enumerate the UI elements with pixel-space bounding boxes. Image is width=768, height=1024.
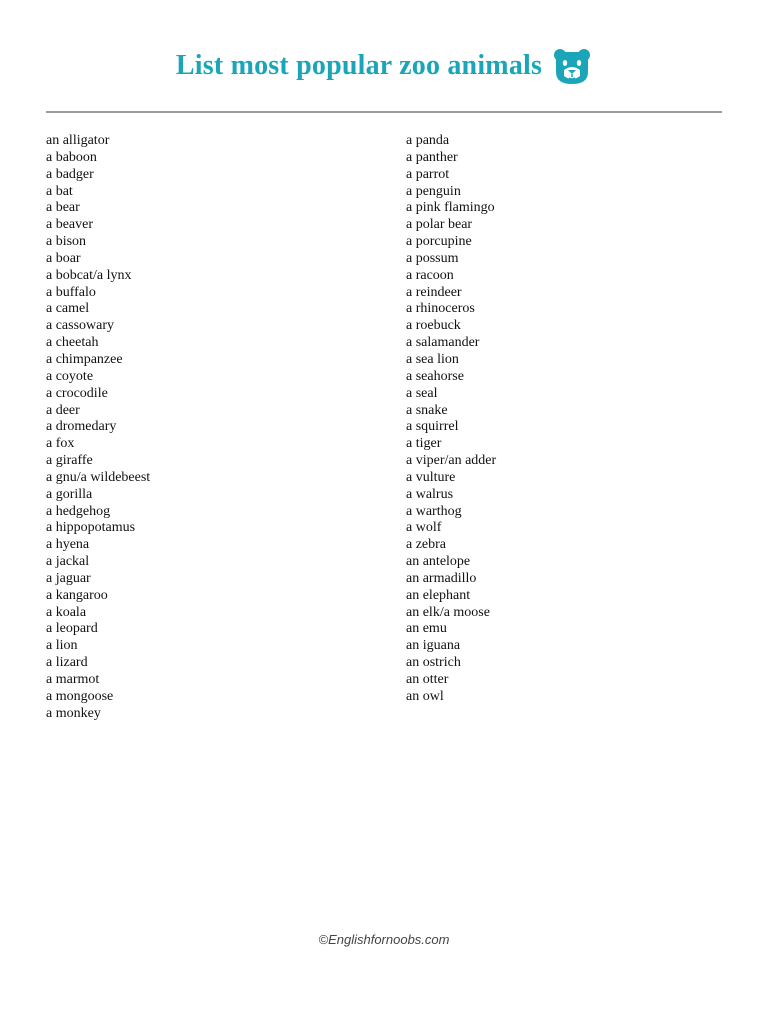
list-item: a reindeer bbox=[406, 284, 462, 300]
list-item: a warthog bbox=[406, 503, 462, 519]
list-item: an armadillo bbox=[406, 570, 477, 586]
list-item: a fox bbox=[46, 436, 75, 452]
list-item: an owl bbox=[406, 688, 444, 704]
title-row bbox=[0, 44, 768, 88]
list-item: a bat bbox=[46, 183, 73, 199]
list-item: a sea lion bbox=[406, 351, 459, 367]
list-item: a gnu/a wildebeest bbox=[46, 469, 151, 485]
list-item: a pink flamingo bbox=[406, 200, 495, 216]
list-item: a leopard bbox=[46, 621, 98, 637]
list-item: a marmot bbox=[46, 672, 100, 687]
list-item: a chimpanzee bbox=[46, 351, 123, 367]
list-item: a rhinoceros bbox=[406, 301, 475, 317]
list-item: a hyena bbox=[46, 537, 90, 553]
list-item: an otter bbox=[406, 672, 449, 687]
left-animal-column bbox=[46, 133, 150, 723]
list-item: a wolf bbox=[406, 520, 442, 536]
list-item: a polar bear bbox=[406, 217, 473, 233]
list-item: a crocodile bbox=[46, 385, 108, 401]
list-item: a koala bbox=[46, 604, 87, 620]
page-title: List most popular zoo animals bbox=[175, 50, 543, 81]
list-item: a buffalo bbox=[46, 284, 96, 300]
list-item: a penguin bbox=[406, 183, 461, 199]
footer-copyright: ©Englishfornoobs.com bbox=[318, 932, 450, 947]
list-item: a racoon bbox=[406, 267, 454, 283]
right-animal-column bbox=[406, 133, 496, 706]
bear-face-icon bbox=[552, 46, 592, 86]
list-item: a snake bbox=[406, 402, 448, 418]
list-item: a roebuck bbox=[406, 318, 461, 334]
list-item: a zebra bbox=[406, 537, 447, 553]
list-item: a mongoose bbox=[46, 688, 114, 704]
list-item: a viper/an adder bbox=[406, 453, 497, 469]
list-item: a jaguar bbox=[46, 570, 91, 586]
list-item: a parrot bbox=[406, 166, 450, 182]
list-item: a salamander bbox=[406, 335, 480, 351]
list-item: a panther bbox=[406, 149, 458, 165]
list-item: an iguana bbox=[406, 638, 461, 654]
list-item: a lion bbox=[46, 638, 78, 654]
list-item: a panda bbox=[406, 133, 450, 148]
list-item: an ostrich bbox=[406, 655, 461, 671]
list-item: a deer bbox=[46, 402, 80, 418]
list-item: a possum bbox=[406, 250, 459, 266]
list-item: a hedgehog bbox=[46, 503, 111, 519]
list-item: a kangaroo bbox=[46, 587, 108, 603]
list-item: a dromedary bbox=[46, 419, 117, 435]
list-item: a bear bbox=[46, 200, 80, 216]
list-item: a coyote bbox=[46, 368, 94, 384]
list-item: a walrus bbox=[406, 486, 454, 502]
list-item: a badger bbox=[46, 166, 94, 182]
list-item: an emu bbox=[406, 621, 447, 637]
list-item: a squirrel bbox=[406, 419, 459, 435]
list-item: an alligator bbox=[46, 133, 110, 148]
list-item: a hippopotamus bbox=[46, 520, 136, 536]
list-item: a jackal bbox=[46, 554, 90, 570]
title-divider bbox=[46, 111, 722, 113]
list-item: a baboon bbox=[46, 149, 97, 165]
list-item: a bison bbox=[46, 234, 87, 250]
list-item: an antelope bbox=[406, 554, 471, 570]
list-item: an elephant bbox=[406, 587, 471, 603]
list-item: a tiger bbox=[406, 436, 442, 452]
list-item: a giraffe bbox=[46, 453, 93, 469]
list-item: a camel bbox=[46, 301, 90, 317]
list-item: a beaver bbox=[46, 217, 94, 233]
list-item: a boar bbox=[46, 250, 81, 266]
list-item: a lizard bbox=[46, 655, 88, 671]
list-item: a porcupine bbox=[406, 234, 472, 250]
list-item: a monkey bbox=[46, 705, 101, 721]
list-item: a seahorse bbox=[406, 368, 464, 384]
list-item: an elk/a moose bbox=[406, 604, 490, 620]
list-item: a gorilla bbox=[46, 486, 93, 502]
list-item: a vulture bbox=[406, 469, 456, 485]
list-item: a seal bbox=[406, 385, 438, 401]
list-item: a cassowary bbox=[46, 318, 115, 334]
list-item: a bobcat/a lynx bbox=[46, 267, 132, 283]
list-item: a cheetah bbox=[46, 335, 99, 351]
